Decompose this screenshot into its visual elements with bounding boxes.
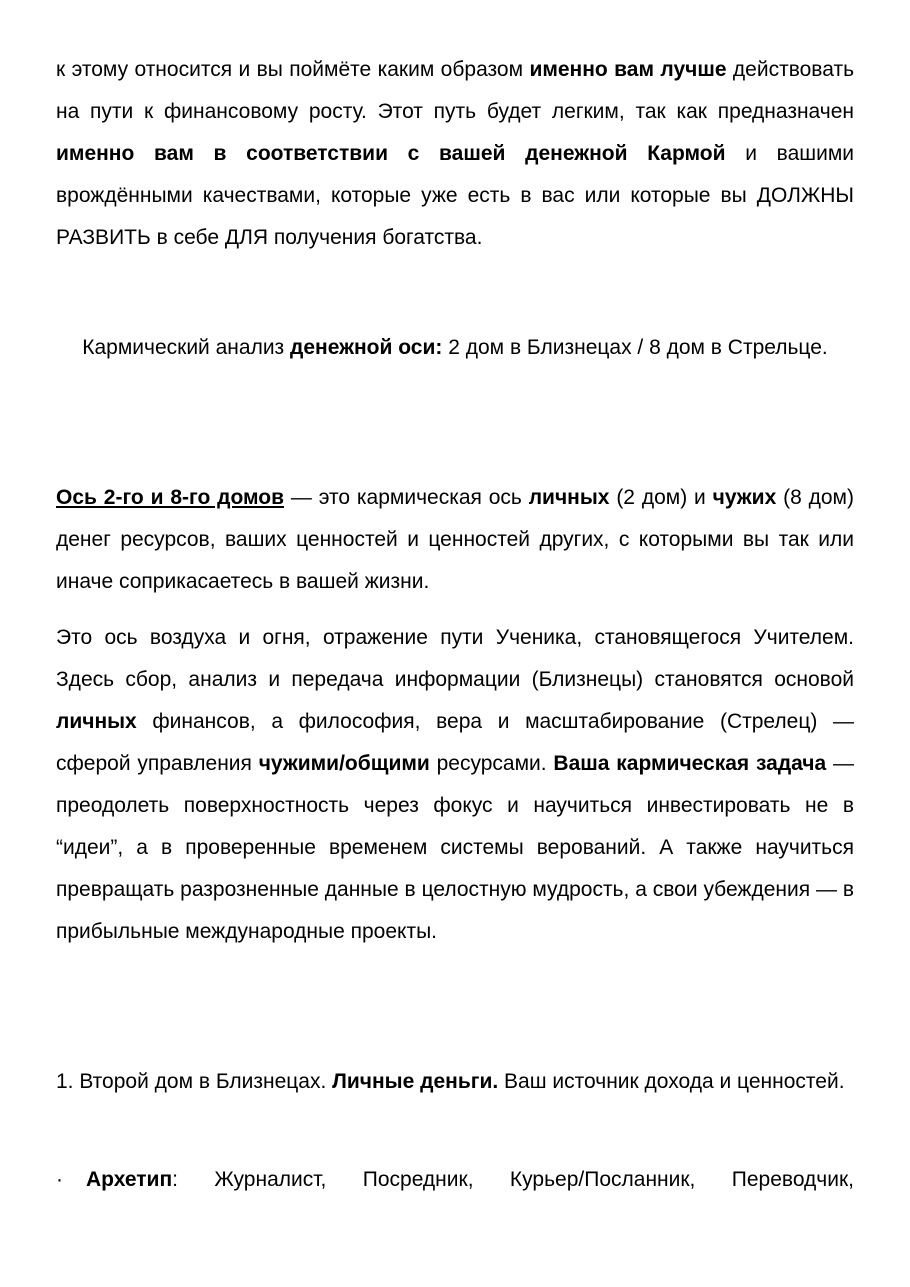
axis-definition-bold-1: личных — [528, 486, 610, 509]
intro-text-1: к этому относится и вы поймёте каким образом — [56, 58, 530, 81]
bullet-icon: · — [56, 1168, 63, 1191]
axis-heading — [56, 327, 854, 369]
axis-description-bold-2: чужими/общими — [258, 752, 430, 775]
archetype-text — [86, 1159, 854, 1201]
intro-text-2: действовать на пути к финансовому росту. Этот путь будет легким, так как предназначен — [56, 58, 855, 123]
axis-description-bold-1: личных — [56, 710, 137, 733]
axis-definition-bold-2: чужих — [712, 486, 777, 509]
second-house-text-1: 1. Второй дом в Близнецах. — [56, 1070, 333, 1093]
axis-description-text-4: — преодолеть поверхностность через фокус и научиться инвестировать не в “идеи”, а в проверенные временем системы верований. А также научиться превращать разрозненные данные в целостную мудрость, а свои убеждения — в прибыльные международные проекты. — [56, 752, 855, 943]
axis-definition-text-2: (2 дом) и — [609, 486, 713, 509]
axis-definition-paragraph — [56, 477, 854, 603]
intro-paragraph — [56, 49, 854, 259]
axis-definition-text-3: (8 дом) денег ресурсов, ваших ценностей и ценностей других, с которыми вы так или иначе соприкасаетесь в вашей жизни. — [56, 486, 854, 593]
intro-text-3: и вашими врождёнными качествами, которые уже есть в вас или которые вы ДОЛЖНЫ РАЗВИТЬ в себе ДЛЯ получения богатства. — [56, 142, 854, 249]
second-house-bold: Личные деньги. — [332, 1070, 499, 1093]
axis-heading-text-1: Кармический анализ — [82, 336, 291, 359]
axis-heading-text-2: 2 дом в Близнецах / 8 дом в Стрельце. — [442, 336, 828, 359]
second-house-heading — [56, 1061, 854, 1103]
axis-description-text-2: финансов, а философия, вера и масштабирование (Стрелец) — сферой управления — [56, 710, 854, 775]
archetype-list-item — [56, 1159, 854, 1201]
archetype-values: : Журналист, Посредник, Курьер/Посланник, Переводчик, — [172, 1168, 854, 1191]
intro-bold-2: именно вам в соответствии с вашей денежной Кармой — [56, 142, 726, 165]
intro-bold-1: именно вам лучше — [529, 58, 727, 81]
axis-description-paragraph — [56, 617, 854, 953]
axis-description-bold-3: Ваша кармическая задача — [553, 752, 827, 775]
axis-description-text-1: Это ось воздуха и огня, отражение пути Ученика, становящегося Учителем. Здесь сбор, анализ и передача информации (Близнецы) становятся основой — [56, 626, 854, 691]
archetype-label: Архетип — [86, 1168, 173, 1191]
axis-definition-term: Ось 2-го и 8-го домов — [56, 486, 285, 509]
second-house-text-2: Ваш источник дохода и ценностей. — [498, 1070, 845, 1093]
axis-description-text-3: ресурсами. — [429, 752, 554, 775]
axis-heading-bold: денежной оси: — [290, 336, 443, 359]
axis-definition-text-1: — это кармическая ось — [284, 486, 529, 509]
